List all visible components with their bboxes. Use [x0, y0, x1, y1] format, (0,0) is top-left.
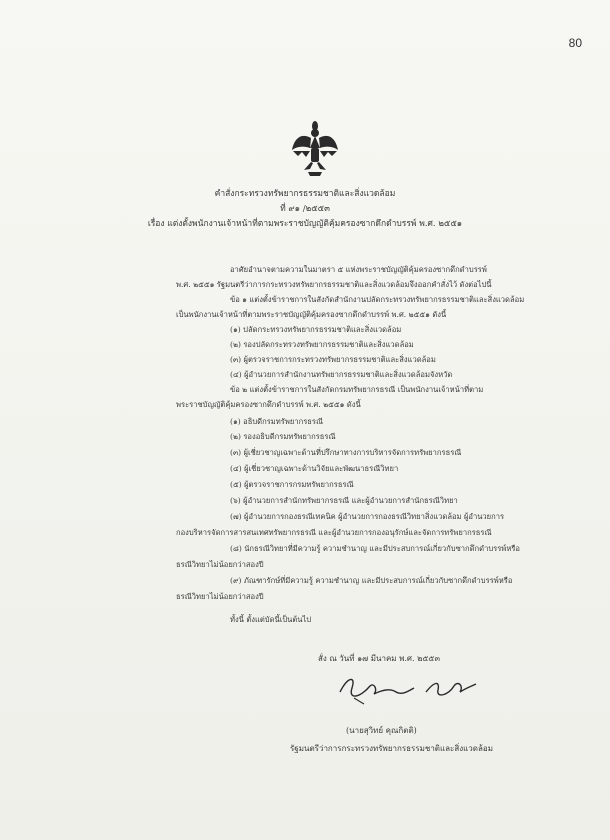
- clause-1-item: (๒) รองปลัดกระทรวงทรัพยากรธรรมชาติและสิ่งแวดล้อม: [230, 340, 414, 349]
- clause-1-item: (๓) ผู้ตรวจราชการกระทรวงทรัพยากรธรรมชาติและสิ่งแวดล้อม: [230, 355, 436, 364]
- clause-2-line-1: ข้อ ๒ แต่งตั้งข้าราชการในสังกัดกรมทรัพยากรธรณี เป็นพนักงานเจ้าหน้าที่ตาม: [230, 385, 484, 394]
- clause-2-item: (๑) อธิบดีกรมทรัพยากรธรณี: [230, 417, 324, 426]
- clause-2-item: (๒) รองอธิบดีกรมทรัพยากรธรณี: [230, 432, 336, 441]
- clause-1-line-1: ข้อ ๑ แต่งตั้งข้าราชการในสังกัดสำนักงานปลัดกระทรวงทรัพยากรธรรมชาติและสิ่งแวดล้อม: [230, 295, 525, 304]
- clause-2-line-2: พระราชบัญญัติคุ้มครองซากดึกดำบรรพ์ พ.ศ. ๒๕๕๑ ดังนี้: [176, 400, 361, 409]
- clause-2-item-7-line-1: (๗) ผู้อำนวยการกองธรณีเทคนิค ผู้อำนวยการกองธรณีวิทยาสิ่งแวดล้อม ผู้อำนวยการ: [230, 512, 505, 521]
- clause-2-item: (๖) ผู้อำนวยการสำนักทรัพยากรธรณี และผู้อำนวยการสำนักธรณีวิทยา: [230, 496, 458, 505]
- garuda-emblem-icon: [290, 118, 340, 178]
- handwritten-signature: [330, 668, 480, 708]
- clause-2-item: (๕) ผู้ตรวจราชการกรมทรัพยากรธรณี: [230, 480, 354, 489]
- page-number: 80: [568, 36, 582, 50]
- clause-2-item-9-line-2: ธรณีวิทยาไม่น้อยกว่าสองปี: [176, 592, 264, 601]
- effective-clause: ทั้งนี้ ตั้งแต่บัดนี้เป็นต้นไป: [230, 615, 312, 624]
- clause-2-item: (๓) ผู้เชี่ยวชาญเฉพาะด้านที่ปรึกษาทางการบริหารจัดการทรัพยากรธรณี: [230, 448, 462, 457]
- clause-1-item: (๑) ปลัดกระทรวงทรัพยากรธรรมชาติและสิ่งแวดล้อม: [230, 325, 402, 334]
- intro-line-2: พ.ศ. ๒๕๕๑ รัฐมนตรีว่าการกระทรวงทรัพยากรธรรมชาติและสิ่งแวดล้อมจึงออกคำสั่งไว้ ดังต่อไปนี้: [176, 280, 492, 289]
- clause-2-item-7-line-2: กองบริหารจัดการสารสนเทศทรัพยากรธรณี และผู้อำนวยการกองอนุรักษ์และจัดการทรัพยากรธรณี: [176, 528, 492, 537]
- clause-1-line-2: เป็นพนักงานเจ้าหน้าที่ตามพระราชบัญญัติคุ้มครองซากดึกดำบรรพ์ พ.ศ. ๒๕๕๑ ดังนี้: [176, 310, 447, 319]
- order-subject: เรื่อง แต่งตั้งพนักงานเจ้าหน้าที่ตามพระราชบัญญัติคุ้มครองซากดึกดำบรรพ์ พ.ศ. ๒๕๕๑: [147, 219, 463, 229]
- clause-2-item: (๔) ผู้เชี่ยวชาญเฉพาะด้านวิจัยและพัฒนาธรณีวิทยา: [230, 464, 399, 473]
- clause-1-item: (๔) ผู้อำนวยการสำนักงานทรัพยากรธรรมชาติและสิ่งแวดล้อมจังหวัด: [230, 370, 453, 379]
- order-title: คำสั่งกระทรวงทรัพยากรธรรมชาติและสิ่งแวดล้อม: [214, 189, 396, 199]
- clause-2-item-8-line-1: (๘) นักธรณีวิทยาที่มีความรู้ ความชำนาญ และมีประสบการณ์เกี่ยวกับซากดึกดำบรรพ์หรือ: [230, 544, 520, 553]
- order-number: ที่ ๙๑ /๒๕๕๓: [280, 204, 330, 214]
- signer-title: รัฐมนตรีว่าการกระทรวงทรัพยากรธรรมชาติและสิ่งแวดล้อม: [290, 744, 493, 753]
- signer-name: (นายสุวิทย์ คุณกิตติ): [346, 726, 417, 735]
- order-date: สั่ง ณ วันที่ ๑๗ มีนาคม พ.ศ. ๒๕๕๓: [318, 654, 440, 663]
- intro-line-1: อาศัยอำนาจตามความในมาตรา ๕ แห่งพระราชบัญญัติคุ้มครองซากดึกดำบรรพ์: [230, 265, 487, 274]
- clause-2-item-9-line-1: (๙) ภัณฑารักษ์ที่มีความรู้ ความชำนาญ และมีประสบการณ์เกี่ยวกับซากดึกดำบรรพ์หรือ: [230, 576, 513, 585]
- clause-2-item-8-line-2: ธรณีวิทยาไม่น้อยกว่าสองปี: [176, 560, 264, 569]
